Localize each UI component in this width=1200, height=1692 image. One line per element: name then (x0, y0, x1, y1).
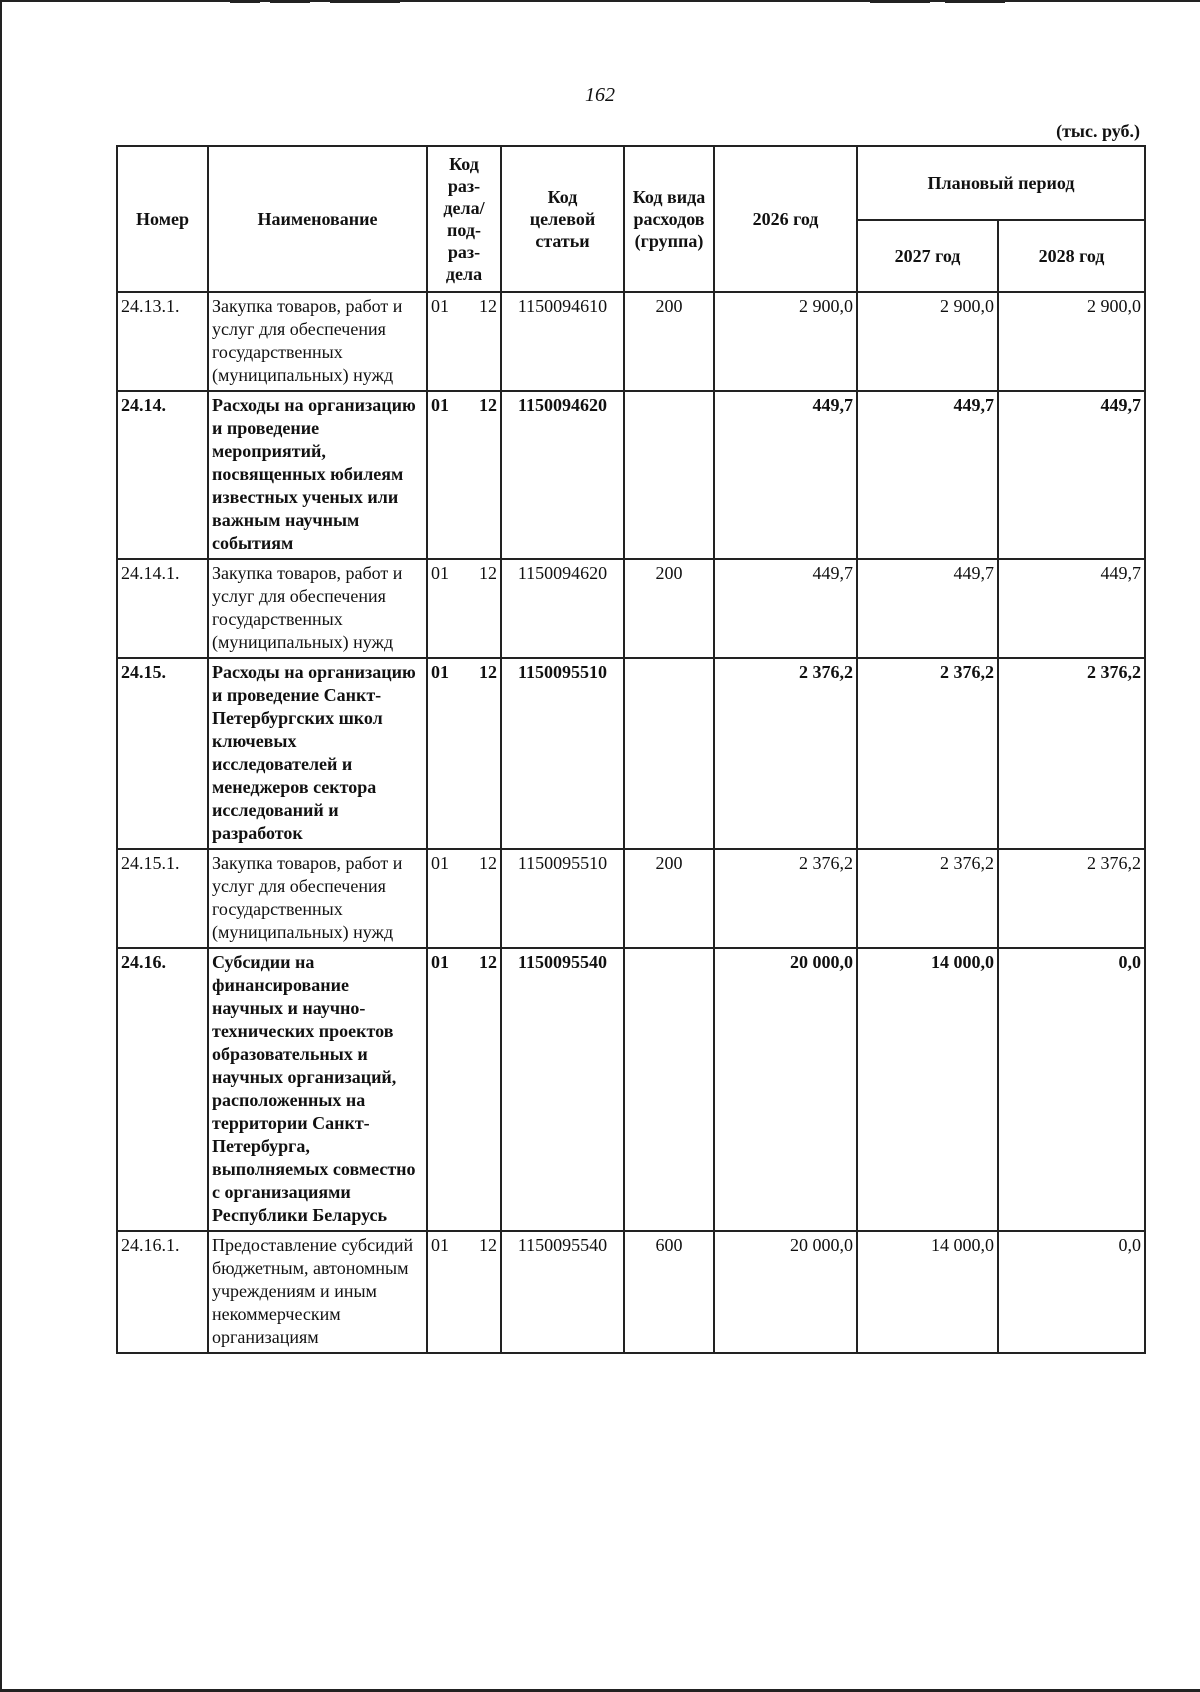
row-amount-2026: 20 000,0 (714, 1231, 857, 1353)
scan-top-marks (0, 0, 1200, 6)
row-amount-2027: 2 376,2 (857, 849, 998, 948)
row-razdel: 01 (431, 563, 449, 583)
row-podrazdel: 12 (479, 1235, 497, 1255)
header-name: Наименование (208, 146, 427, 292)
row-name: Предоставление субсидий бюджетным, автономным учреждениям и иным некоммерческим организациям (208, 1231, 427, 1353)
row-razdel-code (427, 1231, 501, 1353)
row-number: 24.14. (117, 391, 208, 559)
row-amount-2028: 2 900,0 (998, 292, 1145, 391)
table-row (117, 1231, 1145, 1353)
row-expense-code: 200 (624, 559, 714, 658)
header-expense-line: расходов (633, 208, 705, 229)
row-razdel: 01 (431, 853, 449, 873)
row-name: Субсидии на финансирование научных и научно-технических проектов образовательных и научных организаций, расположенных на территории Санкт-Петербурга, выполняемых совместно с организациями Республики Беларусь (208, 948, 427, 1231)
row-podrazdel: 12 (479, 952, 497, 972)
table-row (117, 948, 1145, 1231)
row-name: Закупка товаров, работ и услуг для обеспечения государственных (муниципальных) нужд (208, 559, 427, 658)
row-expense-code: 600 (624, 1231, 714, 1353)
row-podrazdel: 12 (479, 563, 497, 583)
row-razdel: 01 (431, 1235, 449, 1255)
row-razdel: 01 (431, 952, 449, 972)
header-target-line: Код (547, 186, 578, 207)
header-razdel-line: Код (449, 153, 479, 174)
row-target-code: 1150095540 (501, 1231, 624, 1353)
row-number: 24.16. (117, 948, 208, 1231)
row-amount-2026: 2 376,2 (714, 849, 857, 948)
row-razdel: 01 (431, 395, 449, 415)
row-number: 24.16.1. (117, 1231, 208, 1353)
row-expense-code: 200 (624, 292, 714, 391)
row-target-code: 1150094620 (501, 391, 624, 559)
table-row (117, 658, 1145, 849)
header-2027: 2027 год (857, 220, 998, 292)
row-amount-2026: 449,7 (714, 391, 857, 559)
row-amount-2026: 2 376,2 (714, 658, 857, 849)
row-expense-code (624, 948, 714, 1231)
header-target (501, 146, 624, 292)
row-amount-2028: 2 376,2 (998, 849, 1145, 948)
row-amount-2028: 449,7 (998, 559, 1145, 658)
header-razdel-line: под- (447, 219, 481, 240)
header-razdel-line: дела/ (443, 197, 485, 218)
row-expense-code: 200 (624, 849, 714, 948)
row-expense-code (624, 658, 714, 849)
row-razdel-code (427, 292, 501, 391)
row-expense-code (624, 391, 714, 559)
table-row (117, 559, 1145, 658)
row-amount-2028: 449,7 (998, 391, 1145, 559)
header-target-line: статьи (535, 230, 590, 251)
header-target-line: целевой (529, 208, 596, 229)
header-razdel-line: дела (445, 263, 483, 284)
row-amount-2028: 0,0 (998, 948, 1145, 1231)
row-podrazdel: 12 (479, 662, 497, 682)
table-row (117, 391, 1145, 559)
header-2028: 2028 год (998, 220, 1145, 292)
row-amount-2027: 449,7 (857, 559, 998, 658)
header-expense-line: (группа) (634, 230, 704, 251)
header-2026: 2026 год (714, 146, 857, 292)
row-razdel: 01 (431, 296, 449, 316)
row-target-code: 1150095510 (501, 658, 624, 849)
table-row (117, 292, 1145, 391)
row-podrazdel: 12 (479, 853, 497, 873)
row-amount-2026: 449,7 (714, 559, 857, 658)
row-amount-2027: 14 000,0 (857, 1231, 998, 1353)
header-razdel-line: раз- (447, 175, 481, 196)
row-target-code: 1150094610 (501, 292, 624, 391)
row-razdel: 01 (431, 662, 449, 682)
row-number: 24.15.1. (117, 849, 208, 948)
page-number: 162 (585, 84, 615, 106)
row-amount-2027: 14 000,0 (857, 948, 998, 1231)
row-name: Закупка товаров, работ и услуг для обеспечения государственных (муниципальных) нужд (208, 849, 427, 948)
row-name: Расходы на организацию и проведение Санкт-Петербургских школ ключевых исследователей и менеджеров сектора исследований и разработок (208, 658, 427, 849)
budget-table (116, 145, 1146, 1354)
row-target-code: 1150095510 (501, 849, 624, 948)
row-razdel-code (427, 849, 501, 948)
row-amount-2026: 2 900,0 (714, 292, 857, 391)
row-amount-2026: 20 000,0 (714, 948, 857, 1231)
row-amount-2027: 2 376,2 (857, 658, 998, 849)
row-amount-2028: 0,0 (998, 1231, 1145, 1353)
row-number: 24.14.1. (117, 559, 208, 658)
table-row (117, 849, 1145, 948)
row-target-code: 1150095540 (501, 948, 624, 1231)
row-podrazdel: 12 (479, 395, 497, 415)
header-planned-period: Плановый период (857, 146, 1145, 220)
row-name: Закупка товаров, работ и услуг для обеспечения государственных (муниципальных) нужд (208, 292, 427, 391)
row-number: 24.15. (117, 658, 208, 849)
row-target-code: 1150094620 (501, 559, 624, 658)
row-amount-2028: 2 376,2 (998, 658, 1145, 849)
header-razdel (427, 146, 501, 292)
header-expense-line: Код вида (632, 186, 706, 207)
row-razdel-code (427, 559, 501, 658)
row-number: 24.13.1. (117, 292, 208, 391)
header-expense (624, 146, 714, 292)
row-podrazdel: 12 (479, 296, 497, 316)
row-razdel-code (427, 391, 501, 559)
table-body (117, 292, 1145, 1353)
units-label: (тыс. руб.) (1056, 121, 1140, 141)
row-razdel-code (427, 948, 501, 1231)
row-name: Расходы на организацию и проведение мероприятий, посвященных юбилеям известных ученых или важным научным событиям (208, 391, 427, 559)
row-amount-2027: 449,7 (857, 391, 998, 559)
row-amount-2027: 2 900,0 (857, 292, 998, 391)
header-razdel-line: раз- (447, 241, 481, 262)
row-razdel-code (427, 658, 501, 849)
header-number: Номер (117, 146, 208, 292)
